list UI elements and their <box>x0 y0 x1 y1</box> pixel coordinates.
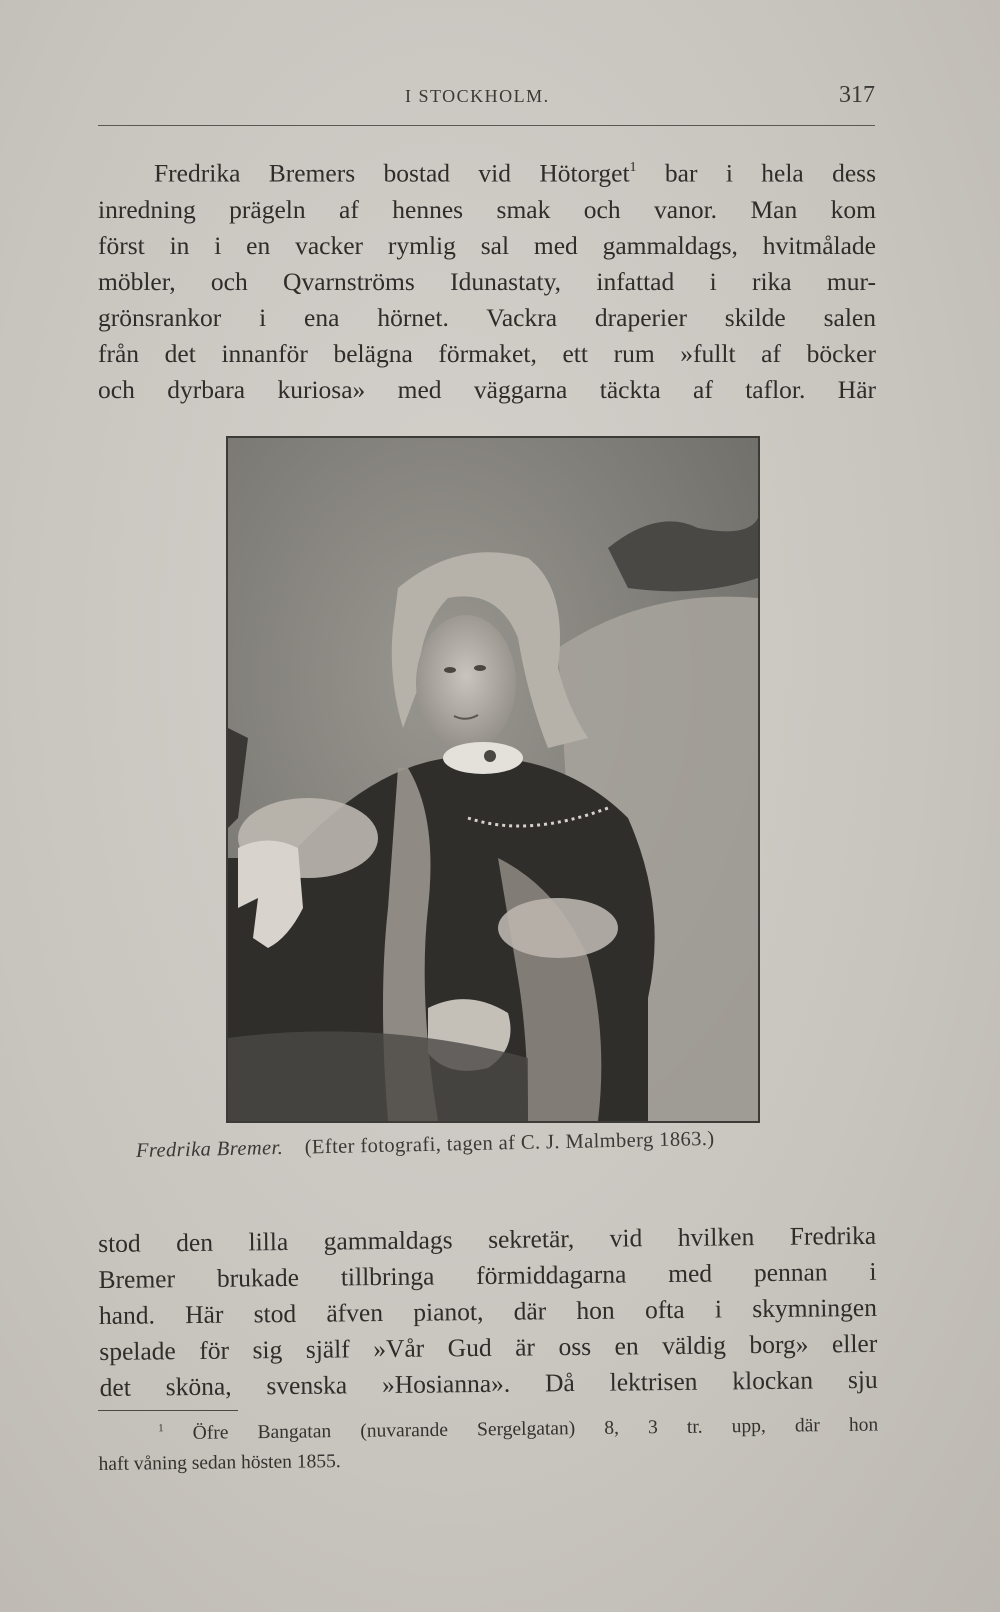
text-line <box>98 150 876 192</box>
text-line: inredning prägeln af hennes smak och vanor. Man kom <box>98 194 876 224</box>
text-line: och dyrbara kuriosa» med väggarna täckta af taflor. Här <box>98 374 876 404</box>
text-line: grönsrankor i ena hörnet. Vackra draperier skilde salen <box>98 302 876 332</box>
caption-credit: (Efter fotografi, tagen af C. J. Malmberg 1863.) <box>304 1127 715 1159</box>
line-text-tail: bar i hela dess <box>636 158 877 188</box>
running-head <box>100 82 875 116</box>
text-line: stod den lilla gammaldags sekretär, vid hvilken Fredrika <box>98 1220 877 1258</box>
text-line: möbler, och Qvarnströms Idunastaty, infattad i rika mur- <box>98 266 876 296</box>
text-line: från det innanför belägna förmaket, ett rum »fullt af böcker <box>98 338 876 368</box>
footnote-text: Öfre Bangatan (nuvarande Sergelgatan) 8, 3 tr. upp, där hon <box>163 1414 879 1445</box>
figure-caption <box>136 1125 876 1163</box>
text-line: spelade för sig själf »Vår Gud är oss en väldig borg» eller <box>99 1328 878 1366</box>
line-text: Fredrika Bremers bostad vid Hötorget <box>154 158 630 188</box>
caption-name: Fredrika Bremer. <box>135 1136 284 1162</box>
portrait-photograph <box>226 436 760 1123</box>
paragraph-2 <box>98 1218 878 1406</box>
footnote-marker: 1 <box>158 1422 164 1435</box>
header-rule <box>98 125 875 126</box>
footnote-rule <box>98 1410 238 1411</box>
paragraph-1 <box>98 150 876 408</box>
footnote <box>98 1404 879 1480</box>
text-line: det sköna, svenska »Hosianna». Då lektrisen klockan sju <box>99 1364 878 1402</box>
text-line: hand. Här stod äfven pianot, där hon ofta i skymningen <box>98 1292 878 1330</box>
footnote-line: haft våning sedan hösten 1855. <box>98 1451 341 1476</box>
face <box>416 615 516 751</box>
footnote-reference: 1 <box>629 160 637 175</box>
portrait-illustration <box>228 438 758 1121</box>
running-title: I STOCKHOLM. <box>405 86 550 106</box>
white-collar <box>443 742 523 774</box>
text-line: först in i en vacker rymlig sal med gammaldags, hvitmålade <box>98 230 876 260</box>
text-line: Bremer brukade tillbringa förmiddagarna med pennan i <box>98 1256 877 1294</box>
page-number: 317 <box>839 82 875 108</box>
